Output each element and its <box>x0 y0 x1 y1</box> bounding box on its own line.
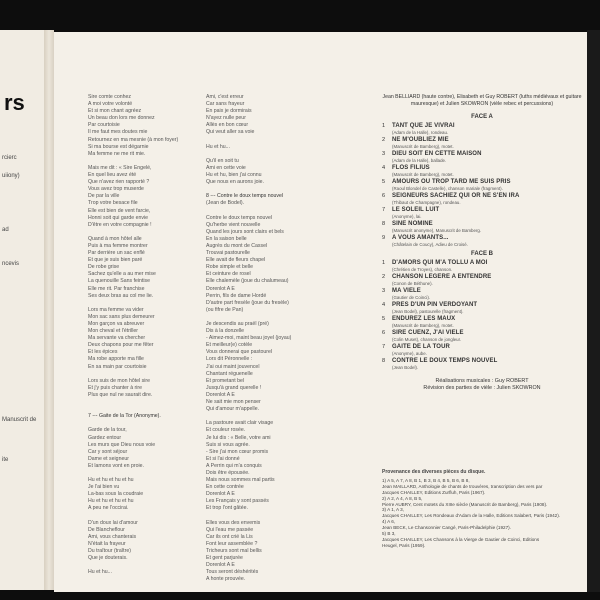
track-number: 7 <box>382 207 386 213</box>
track-item <box>382 123 582 135</box>
flap-fragment: Manuscrit de <box>2 417 37 423</box>
lyric-line: Dorenlot A E <box>206 491 235 498</box>
lyric-line: Et meilleur(e) cotèle <box>206 342 253 349</box>
lyric-line: D'un doux lai d'amour <box>88 519 138 526</box>
lyric-line: Et les épices <box>88 349 118 356</box>
lyric-line: Et si l'ai donné <box>206 455 240 462</box>
lyric-line: Mon cheval et l'étriller <box>88 328 139 335</box>
lyric-line: Ma femme ne me rit mie. <box>88 150 146 157</box>
track-attribution: (Anonyme), lai. <box>392 214 422 219</box>
lyric-line: Ami en cette voie <box>206 164 246 171</box>
track-title: PRES D'UN PIN VERDOYANT <box>392 302 478 308</box>
lyric-line: Augrès du mont de Cassel <box>206 242 268 249</box>
lyric-line: Chantant réguenelle <box>206 370 253 377</box>
lyric-line: (ou fifre de Pan) <box>206 306 244 313</box>
track-number: 2 <box>382 274 386 280</box>
flap-fragment: rcierc <box>2 155 17 161</box>
lyric-line: Hu et hu... <box>206 143 230 150</box>
track-number: 5 <box>382 316 386 322</box>
lyric-line <box>206 137 291 144</box>
lyric-line: J'ai oui maint jouvencel <box>206 363 260 370</box>
face-b-tracks <box>382 260 582 370</box>
track-body <box>392 316 455 328</box>
flap-fragment: ite <box>2 457 9 463</box>
lyric-line: La quenouille Sans feintise <box>88 278 151 285</box>
provenance-line: 2) A 2, A 4, A 8, B 5, <box>382 495 423 501</box>
lyric-line <box>88 158 178 165</box>
track-title: DIEU SOIT EN CETTE MAISON <box>392 151 482 157</box>
track-item <box>382 316 582 328</box>
left-flap <box>0 30 45 590</box>
lyric-line: Dame et seigneur <box>88 455 129 462</box>
lyric-line: Mais nous sommes mal partis <box>206 477 275 484</box>
lyric-line: - Sire j'ai mon cœur promis <box>206 448 269 455</box>
lyric-line: Ami, vous chanterais <box>88 533 137 540</box>
lyric-line: Suis si vous agrée. <box>206 441 250 448</box>
track-body <box>392 221 481 233</box>
track-attribution: (Manuscrit de Bamberg), motet. <box>392 172 454 177</box>
lyric-line: Dorenlot A E <box>206 391 235 398</box>
lyric-line: Elles vous des envemis <box>206 519 261 526</box>
lyric-line: - Aimez-moi, maint beau joyel (joyau) <box>206 335 292 342</box>
lyric-line: Par derrière un sac enflé <box>88 250 145 257</box>
lyric-line: Je lui dis : « Belle, votre ami <box>206 434 271 441</box>
lyric-line: Du traîtour (traître) <box>88 548 131 554</box>
lyric-line: N'était la frayeur <box>88 540 126 547</box>
track-title: GAITE DE LA TOUR <box>392 344 450 350</box>
track-attribution: (Colin Muset), chanson de jongleur. <box>392 337 462 342</box>
face-a-label: FACE A <box>471 114 493 120</box>
lyric-line: Et j'y puis chanter à rire <box>88 384 143 391</box>
lyric-line: Ne sait mie mon penser <box>206 399 261 406</box>
track-title: TANT QUE JE VIVRAI <box>392 123 455 129</box>
track-attribution: (Jean Bodel). <box>392 365 419 370</box>
lyric-line <box>88 513 178 520</box>
lyric-line: Les murs que Dieu nous voie <box>88 441 156 448</box>
track-body <box>392 151 482 163</box>
lyric-line: En sa main par courtoisie <box>88 363 147 370</box>
track-body <box>392 302 477 314</box>
lyric-line <box>88 399 178 406</box>
track-number: 9 <box>382 235 386 241</box>
track-attribution: (Conon de Béthune). <box>392 281 433 286</box>
lyric-line: Font leur assemblée ? <box>206 540 258 547</box>
face-b-label: FACE B <box>470 251 493 257</box>
provenance-list <box>382 478 582 549</box>
lyric-line: Ma robe apporte ma fille <box>88 356 144 363</box>
provenance-line: 1) A 5, A 7, A 8, B 1, B 3, B 4, B 5, B 6, B 8, <box>382 477 470 483</box>
lyric-line: Mon sac sans plus demeurer <box>88 313 155 320</box>
lyric-line <box>88 406 178 413</box>
lyric-line: Ami, c'est erreur <box>206 94 244 100</box>
face-a-tracks <box>382 123 582 247</box>
lyric-line: Et prometant bel <box>206 377 245 384</box>
track-number: 6 <box>382 330 386 336</box>
track-title: LE SOLEIL LUIT <box>392 207 440 213</box>
provenance-line: 3) A 1, A 3, <box>382 507 404 513</box>
lyric-line: Tricheurs sont mal bellis <box>206 548 262 554</box>
track-number: 5 <box>382 179 386 185</box>
track-body <box>392 207 439 219</box>
lyric-line: Tous seront déshérités <box>206 569 259 576</box>
lyric-line: Hu et hu et hu et hu <box>88 498 134 505</box>
track-title: SINE NOMINE <box>392 221 433 227</box>
lyric-line: Car ils ont crié la Lis <box>206 533 253 540</box>
lyric-line: Je descendis au praël (pré) <box>206 321 269 327</box>
lyric-line: Deux chapons pour me fêter <box>88 342 154 349</box>
lyric-line: Mais me dit : « Sire Engelé, <box>88 164 152 171</box>
lyric-line: Ma servante va chercher <box>88 335 146 342</box>
track-attribution: (Manuscrit anonyme), Manuscrit de Bamberg. <box>392 228 482 233</box>
track-item <box>382 207 582 219</box>
provenance-line: 4) A 6, <box>382 519 396 525</box>
lyric-line: A peu ne l'occirai. <box>88 505 129 512</box>
lyric-line: En cette contrée <box>206 484 244 491</box>
flap-title-fragment: rs <box>4 90 25 115</box>
lyric-line: Quand les jours sont clairs et bels <box>206 228 284 235</box>
lyric-line: Car sans frayeur <box>206 101 245 108</box>
track-body <box>392 330 464 342</box>
lyric-line <box>88 371 178 378</box>
track-body <box>392 235 468 247</box>
track-attribution: (Thibaut de Champagne), rondeau. <box>392 200 461 205</box>
track-body <box>392 288 430 300</box>
track-title: SEIGNEURS SACHIEZ QUI OR NE S'EN IRA <box>392 193 520 199</box>
lyric-line: Dorenlot A E <box>206 562 235 569</box>
lyric-line: Elle avait de fleurs chapel <box>206 257 266 264</box>
track-number: 2 <box>382 137 386 143</box>
lyric-line: Quand à mon hôtel alle <box>88 235 142 242</box>
lyric-line: D'être en votre compagnie ! <box>88 221 152 228</box>
provenance-line: Jacques CHAILLEY, Editions Zurfluh, Paris (1967). <box>382 489 486 495</box>
track-attribution: (Jean Bodel), pastourelle (fragment). <box>392 309 464 314</box>
lyric-line: La-bas sous la coudraie <box>88 491 144 498</box>
lyric-line <box>88 562 178 569</box>
lyric-line: Plus que nul ne saurait dire. <box>88 391 153 398</box>
track-body <box>392 358 497 370</box>
track-body <box>392 179 511 191</box>
production-credits <box>382 378 582 392</box>
lyric-line: Contre le doux temps nouvel <box>206 214 273 221</box>
track-item <box>382 344 582 356</box>
track-body <box>392 165 454 177</box>
lyric-line: Jusqu'à grand querelle ! <box>206 384 262 391</box>
lyric-line: Si ma bourse est dégarnie <box>88 143 149 150</box>
lyric-line: Ses deux bras au col me lie. <box>88 292 154 299</box>
lyric-line: Perrin, fils de dame Hordé <box>206 292 267 299</box>
provenance-line: Heugel, Paris (1959). <box>382 542 426 548</box>
track-item <box>382 137 582 149</box>
lyric-line: Trouvai pastourelle <box>206 250 250 257</box>
track-number: 6 <box>382 193 386 199</box>
track-item <box>382 235 582 247</box>
track-title: AMOURS OU TROP TARD ME SUIS PRIS <box>392 179 511 185</box>
provenance-title: Provenance des diverses pièces du disque. <box>382 469 486 475</box>
track-body <box>392 123 455 135</box>
lyric-line: La pastoure avait clair visage <box>206 420 274 427</box>
track-item <box>382 302 582 314</box>
provenance-line: Jean MAILLARD, Anthologie de chants de trouvères, transcription des vers par <box>382 483 543 489</box>
lyric-line: Elle est bien de vent farcie, <box>88 207 151 214</box>
flap-fragment: uiiony) <box>2 173 20 179</box>
lyric-line: (Jean de Bodel). <box>206 200 245 207</box>
lyric-line <box>88 470 178 477</box>
lyric-line: En paix je dormirais <box>206 108 252 115</box>
track-body <box>392 137 454 149</box>
lyric-line <box>88 229 178 236</box>
lyric-line: Et couleur rosée. <box>206 427 246 434</box>
lyric-line: Et gent parjurée <box>206 555 243 562</box>
lyric-line: De robe grise <box>88 264 120 271</box>
track-body <box>392 193 519 205</box>
lyric-line: Que nous en aurons joie. <box>206 179 264 186</box>
track-number: 8 <box>382 221 386 227</box>
lyric-line: Que n'avez rien rapporté ? <box>88 179 150 186</box>
lyric-line: Retournez en ma mesnie (à mon foyer) <box>88 136 179 143</box>
lyric-line: 8 --- Contre le doux temps nouvel <box>206 193 283 200</box>
liner-notes-page <box>54 32 587 592</box>
provenance-line: 5) B 3, <box>382 531 396 537</box>
track-title: FLOS FILIUS <box>392 165 430 171</box>
lyric-line: A honte prouvée. <box>206 576 246 583</box>
lyric-line: Qui veut aller sa voie <box>206 129 255 136</box>
track-number: 3 <box>382 288 386 294</box>
track-item <box>382 260 582 272</box>
provenance-line: Jacques CHAILLEY, Les Chansons à la Vierge de Gautier de Coinci, Editions <box>382 536 540 542</box>
lyric-line: Dis à la donzelle <box>206 328 245 335</box>
lyric-line: Garde de la tour, <box>88 427 127 434</box>
lyric-line: Trop votre besace file <box>88 200 138 207</box>
lyric-line <box>206 413 291 420</box>
lyrics-column-left <box>88 94 178 576</box>
lyric-line: Vous donnerai que pastourel <box>206 349 273 356</box>
track-item <box>382 274 582 286</box>
track-number: 4 <box>382 302 386 308</box>
lyric-line <box>206 513 291 520</box>
provenance-line: Jean BECK, Le Chansonnier Cangé, Paris-Philadelphie (1927). <box>382 525 511 531</box>
track-number: 4 <box>382 165 386 171</box>
lyric-line: Sachez qu'elle a au mer mise <box>88 271 156 278</box>
lyric-line: N'ayez nulle peur <box>206 115 246 122</box>
lyric-line: Robe simple et belle <box>206 264 254 271</box>
lyric-line: Allès en bon cœur <box>206 122 249 129</box>
track-item <box>382 179 582 191</box>
lyric-line <box>206 314 291 321</box>
lyric-line <box>88 300 178 307</box>
lyric-line: Hu et hu et hu et hu <box>88 477 134 484</box>
track-body <box>392 274 491 286</box>
track-item <box>382 165 582 177</box>
track-attribution: (Anonyme), aube. <box>392 351 427 356</box>
provenance-section <box>382 470 582 549</box>
lyric-line: Lors suis de mon hôtel sire <box>88 377 150 384</box>
lyric-line <box>206 208 291 215</box>
lyric-line: Elle chalemèle (joue du chalumeau) <box>206 278 289 285</box>
track-title: CHANSON LEGERE A ENTENDRE <box>392 274 492 280</box>
track-item <box>382 221 582 233</box>
lyric-line: Honni soit qui garde envie <box>88 214 148 221</box>
lyric-line: Et si mon chant agréez <box>88 108 142 115</box>
track-title: SIRE CUENZ, J'AI VIELE <box>392 330 464 336</box>
lyric-line: Qui d'amour m'appelle. <box>206 406 260 413</box>
lyric-line: En la saison belle <box>206 235 247 242</box>
lyric-line: D'autre part fresèle (joue du fresèle) <box>206 299 289 306</box>
realisation-credit: Réalisations musicales : Guy ROBERT <box>435 378 529 384</box>
provenance-line: Jacques CHAILLEY, Les Rondeaux d'Adam de la Halle, Editions Salabert, Paris (1942). <box>382 513 561 519</box>
lyric-line: Que je douterais. <box>88 555 128 562</box>
track-attribution: (Adam de la Halle), ballade. <box>392 158 447 163</box>
track-title: NE M'OUBLIEZ MIE <box>392 137 449 143</box>
lyric-line: Par courtoisie <box>88 122 120 129</box>
track-title: CONTRE LE DOUX TEMPS NOUVEL <box>392 358 498 364</box>
lyric-line: Hu et hu... <box>88 569 112 576</box>
performers-credits: Jean BELLIARD (haute contre), Elisabeth et Guy ROBERT (luths médiévaux et guitare mauresque) et Julien SKOWRON (vièle rebec et percussions) <box>382 94 582 107</box>
track-number: 3 <box>382 151 386 157</box>
lyric-line: Puis à ma femme montrer <box>88 242 148 249</box>
track-item <box>382 288 582 300</box>
lyric-line: Les Français y sont passés <box>206 498 269 505</box>
lyric-line: 7 --- Gaite de la Tor (Anonyme). <box>88 413 161 420</box>
lyric-line: Qui l'eau me passée <box>206 526 254 533</box>
track-body <box>392 344 450 356</box>
track-title: MA VIELE <box>392 288 421 294</box>
lyric-line: De par la ville <box>88 193 120 200</box>
lyric-line: Et ceinture de rosel <box>206 271 251 278</box>
track-attribution: (Gautier de Coinci). <box>392 295 431 300</box>
track-title: A VOUS AMANTS... <box>392 235 449 241</box>
track-attribution: (Manuscrit de Bamberg), motet. <box>392 144 454 149</box>
provenance-line: Pierre AUBRY, Cent motets du XIIIe siècle (Manuscrit de Bamberg), Paris (1908). <box>382 501 548 507</box>
lyric-line <box>88 420 178 427</box>
lyric-line <box>206 186 291 193</box>
track-item <box>382 151 582 163</box>
lyric-line: Dorenlot A E <box>206 285 235 292</box>
track-attribution: (Manuscrit de Bamberg), motet. <box>392 323 454 328</box>
track-number: 1 <box>382 260 386 266</box>
tracklist <box>382 94 582 392</box>
track-item <box>382 330 582 342</box>
track-item <box>382 193 582 205</box>
lyric-line: Dois être épousée. <box>206 469 250 476</box>
track-number: 7 <box>382 344 386 350</box>
lyric-line: Et lamons vont en proie. <box>88 462 144 469</box>
track-title: D'AMORS QUI M'A TOLLU A MOI <box>392 260 488 266</box>
lyric-line: Un beau don lors me donnez <box>88 115 155 122</box>
lyric-line: Sire comte conhez <box>88 94 131 100</box>
track-title: ENDUREZ LES MAUX <box>392 316 456 322</box>
lyric-line: Vous avez trop muserde <box>88 186 144 193</box>
lyric-line: Et trop l'ont gâtée. <box>206 505 248 512</box>
lyric-line <box>206 151 291 158</box>
lyric-line: Qu'herbe vient nouvelle <box>206 221 261 228</box>
track-number: 8 <box>382 358 386 364</box>
lyric-line: Car y sont séjour <box>88 448 128 455</box>
lyric-line: Lors dit Péronnelle : <box>206 356 253 363</box>
lyric-line: Il me faut mes doutes mie <box>88 129 148 136</box>
lyric-line: Qu'il en soit tu <box>206 157 239 164</box>
lyric-line: Je l'ai bien vu <box>88 484 120 491</box>
lyric-line: Hu et hu, bien j'ai connu <box>206 172 262 179</box>
lyric-line: Elle me rit. Par franchise <box>88 285 145 292</box>
lyric-line: A moi votre volonté <box>88 101 133 108</box>
track-attribution: (Chrétien de Troyes), chanson. <box>392 267 453 272</box>
lyric-line: De Blancheflour <box>88 526 125 533</box>
track-attribution: (Adam de la Halle), rondeau. <box>392 130 449 135</box>
sleeve-edge <box>587 30 600 592</box>
lyric-line: A Perrin qui m'a conquis <box>206 462 262 469</box>
flap-fragment: ad <box>2 227 9 233</box>
flap-fragment: ncevis <box>2 261 20 267</box>
lyrics-column-middle <box>206 94 291 583</box>
revision-credit: Révision des parties de vièle : Julien SKOWRON <box>423 385 541 391</box>
lyric-line: Lors ma femme va vider <box>88 306 144 313</box>
track-body <box>392 260 487 272</box>
track-attribution: (Raoul Blondel de Castelle), chanson mariale (fragment). <box>392 186 503 191</box>
track-number: 1 <box>382 123 386 129</box>
lyric-line: En quel lieu avez été <box>88 172 137 179</box>
lyric-line: Mon garçon va abreuver <box>88 321 145 327</box>
lyric-line: Gardez entour <box>88 434 122 441</box>
track-attribution: (Châtelain de Coucy), Adieu de Croisé. <box>392 242 468 247</box>
track-item <box>382 358 582 370</box>
spine-fold <box>44 30 54 590</box>
lyric-line: Et que je suis bien paré <box>88 257 143 264</box>
